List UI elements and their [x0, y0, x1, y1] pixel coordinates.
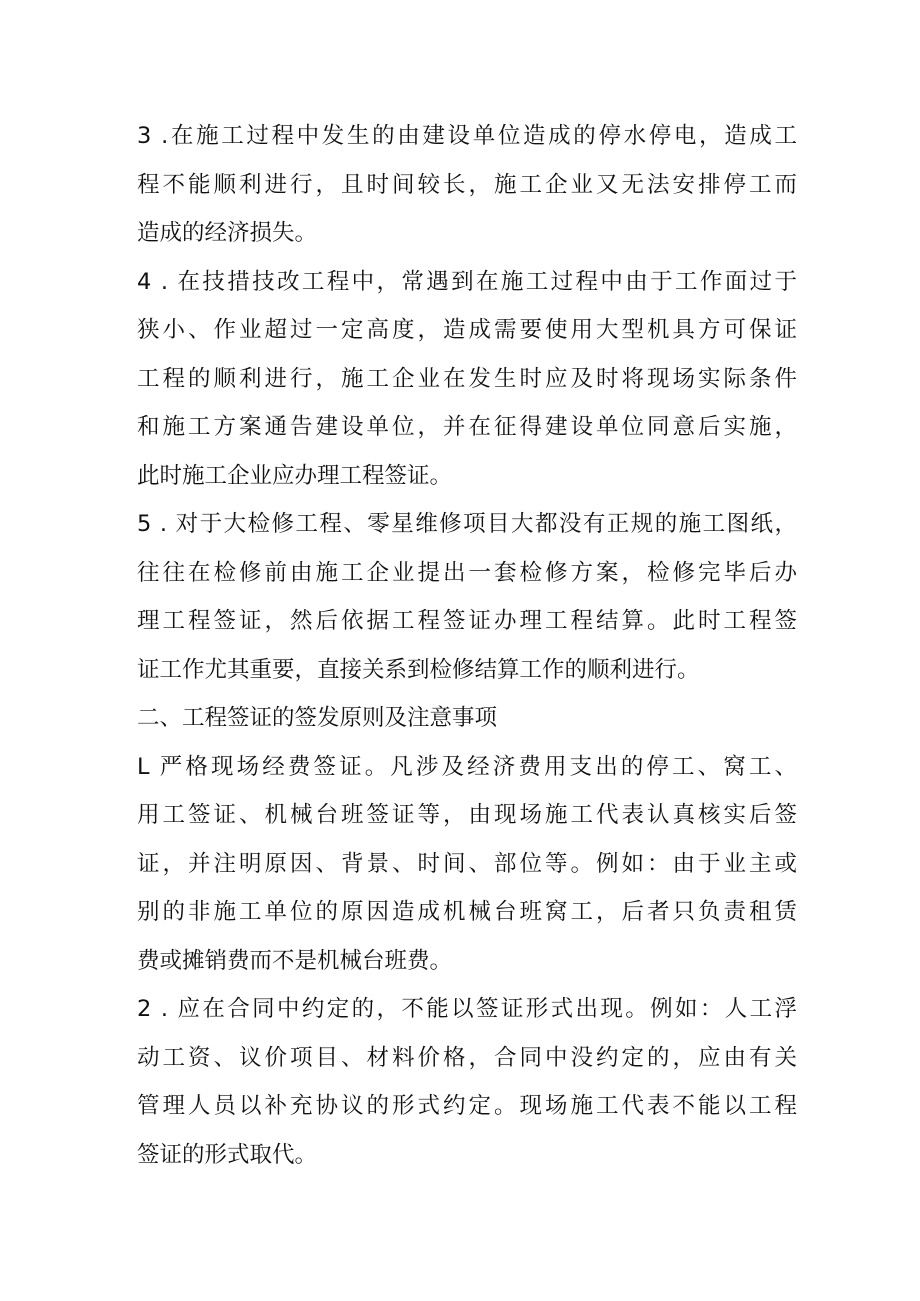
text-line: 4 . 在技措技改工程中，常遇到在施工过程中由于工作面过于: [137, 268, 797, 295]
text-line: 3 .在施工过程中发生的由建设单位造成的停水停电，造成工: [137, 123, 797, 149]
body-text: [137, 112, 797, 1179]
text-line: 证工作尤其重要，直接关系到检修结算工作的顺利进行。: [137, 656, 700, 683]
section-heading: 二、工程签证的签发原则及注意事项: [137, 705, 498, 731]
text-line: 费或摊销费而不是机械台班费。: [137, 947, 453, 974]
text-line: 2 . 应在合同中约定的，不能以签证形式出现。例如：人工浮: [137, 996, 797, 1022]
text-line: 狭小、作业超过一定高度，造成需要使用大型机具方可保证: [137, 317, 797, 343]
text-line: 5 . 对于大检修工程、零星维修项目大都没有正规的施工图纸，: [137, 511, 797, 537]
text-line: 动工资、议价项目、材料价格，合同中没约定的，应由有关: [137, 1044, 797, 1071]
text-line: 理工程签证，然后依据工程签证办理工程结算。此时工程签: [137, 608, 797, 634]
text-line: 和施工方案通告建设单位，并在征得建设单位同意后实施，: [137, 414, 797, 440]
text-line: 别的非施工单位的原因造成机械台班窝工，后者只负责租赁: [137, 899, 797, 925]
text-line: 此时施工企业应办理工程签证。: [137, 462, 453, 489]
text-line: 用工签证、机械台班签证等，由现场施工代表认真核实后签: [137, 802, 797, 828]
text-line: 工程的顺利进行，施工企业在发生时应及时将现场实际条件: [137, 365, 797, 392]
text-line: L 严格现场经费签证。凡涉及经济费用支出的停工、窝工、: [137, 753, 797, 780]
text-line: 程不能顺利进行，且时间较长，施工企业又无法安排停工而: [137, 171, 797, 198]
text-line: 造成的经济损失。: [137, 220, 318, 246]
text-line: 证，并注明原因、背景、时间、部位等。例如：由于业主或: [137, 850, 797, 877]
text-line: 往往在检修前由施工企业提出一套检修方案，检修完毕后办: [137, 559, 797, 586]
text-line: 管理人员以补充协议的形式约定。现场施工代表不能以工程: [137, 1093, 797, 1119]
text-line: 签证的形式取代。: [137, 1141, 318, 1168]
